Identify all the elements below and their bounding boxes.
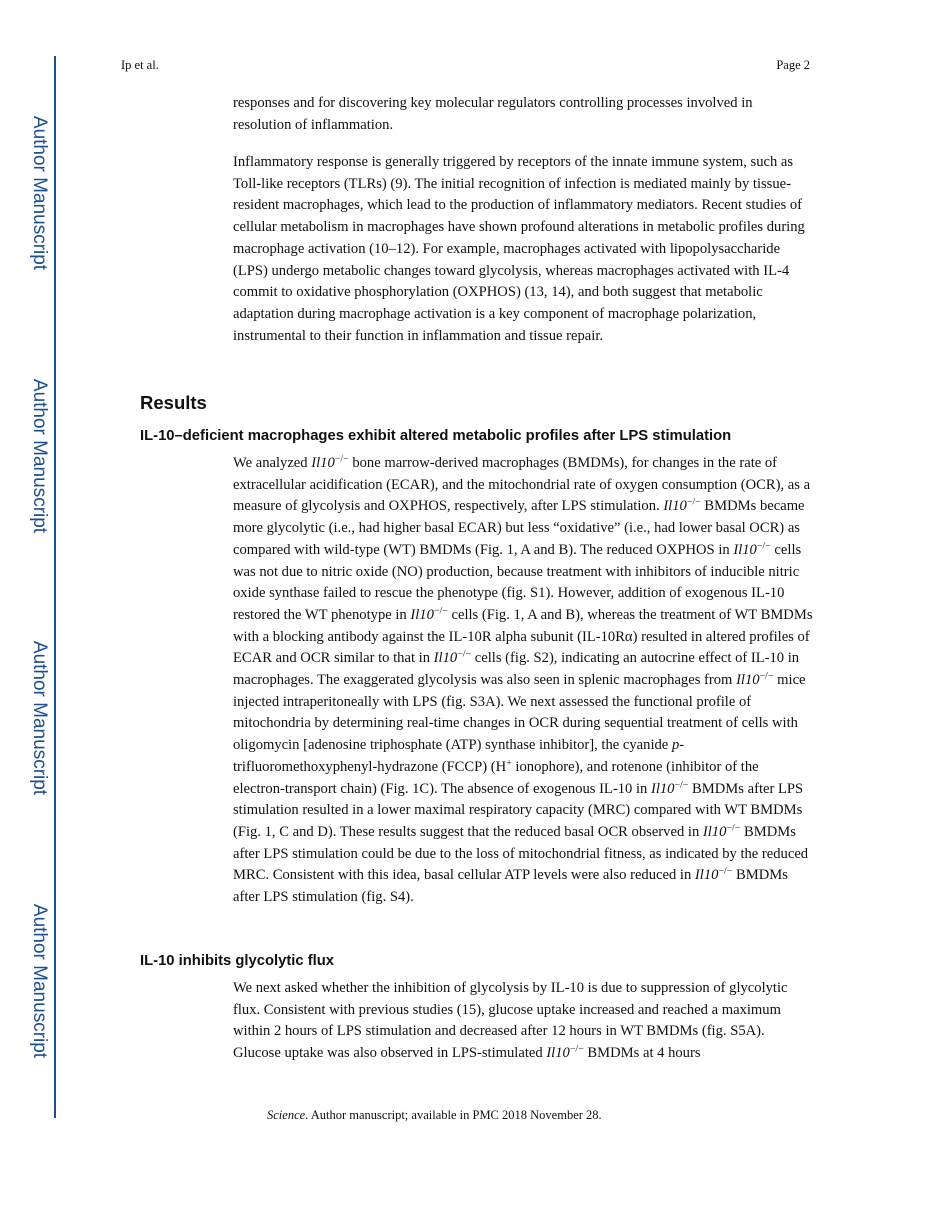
gene-name: Il10 bbox=[650, 780, 675, 797]
section-heading-results: Results bbox=[140, 392, 207, 413]
gene-name: Il10 bbox=[702, 823, 727, 840]
gene-name: Il10 bbox=[694, 867, 719, 884]
paragraph-metabolic-profiles: We analyzed Il10−/− bone marrow-derived macrophages (BMDMs), for changes in the rate of extracellular acidification (ECAR), and the mitochondrial rate of oxygen consumption (OCR), as a measure of glycolysis and OXPHOS, respectively, after LPS stimulation. Il10−/− BMDMs became more glycolytic (i.e., had higher basal ECAR) but less “oxidative” (i.e., had lower basal OCR) as compared with wild-type (WT) BMDMs (Fig. 1, A and B). The reduced OXPHOS in Il10−/− cells was not due to nitric oxide (NO) production, because treatment with inhibitors of inducible nitric oxide synthase failed to rescue the phenotype (fig. S1). However, addition of exogenous IL-10 restored the WT phenotype in Il10−/− cells (Fig. 1, A and B), whereas the treatment of WT BMDMs with a blocking antibody against the IL-10R alpha subunit (IL-10Rα) resulted in altered profiles of ECAR and OCR similar to that in Il10−/− cells (fig. S2), indicating an autocrine effect of IL-10 in macrophages. The exaggerated glycolysis was also seen in splenic macrophages from Il10−/− mice injected intraperitoneally with LPS (fig. S3A). We next assessed the functional profile of mitochondria by determining real-time changes in OCR during sequential treatment of cells with oligomycin [adenosine triphosphate (ATP) synthase inhibitor], the cyanide p-trifluoromethoxyphenyl-hydrazone (FCCP) (H+ ionophore), and rotenone (inhibitor of the electron-transport chain) (Fig. 1C). The absence of exogenous IL-10 in Il10−/− BMDMs after LPS stimulation resulted in a lower maximal respiratory capacity (MRC) compared with WT BMDMs (Fig. 1, C and D). These results suggest that the reduced basal OCR observed in Il10−/− BMDMs after LPS stimulation could be due to the loss of mitochondrial fitness, as indicated by the reduced MRC. Consistent with this idea, basal cellular ATP levels were also reduced in Il10−/− BMDMs after LPS stimulation (fig. S4). bbox=[233, 453, 813, 906]
gene-name: Il10 bbox=[663, 498, 687, 515]
paragraph-intro-2: Inflammatory response is generally triggered by receptors of the innate immune system, such as Toll-like receptors (TLRs) (9). The initial recognition of infection is mediated mainly by tissue-resident macrophages, which lead to the production of inflammatory mediators. Recent studies of cellular metabolism in macrophages have shown profound alterations in metabolic profiles during macrophage activation (10–12). For example, macrophages activated with lipopolysaccharide (LPS) undergo metabolic changes toward glycolysis, whereas macrophages activated with IL-4 commit to oxidative phosphorylation (OXPHOS) (13, 14), and both suggest that metabolic adaptation during macrophage activation is a key component of macrophage polarization, instrumental to their function in inflammation and tissue repair. bbox=[233, 154, 805, 344]
gene-name: Il10 bbox=[433, 650, 458, 667]
running-head-authors: Ip et al. bbox=[121, 58, 159, 72]
gene-name: Il10 bbox=[311, 455, 335, 471]
subsection-heading-metabolic-profiles: IL-10–deficient macrophages exhibit altered metabolic profiles after LPS stimulation bbox=[140, 428, 732, 444]
gene-name: Il10 bbox=[733, 541, 757, 558]
paragraph-intro-1: responses and for discovering key molecular regulators controlling processes involved in resolution of inflammation. bbox=[233, 95, 753, 133]
paragraph-glycolytic-flux: We next asked whether the inhibition of glycolysis by IL-10 is due to suppression of glycolytic flux. Consistent with previous studies (15), glucose uptake increased and reached a maximum within 2 hours of LPS stimulation and decreased after 12 hours in WT BMDMs (fig. S5A). Glucose uptake was also observed in LPS-stimulated Il10−/− BMDMs at 4 hours bbox=[233, 980, 788, 1062]
page-number: Page 2 bbox=[776, 58, 810, 72]
margin-rule bbox=[54, 56, 56, 1118]
gene-name: Il10 bbox=[546, 1045, 570, 1062]
gene-name: Il10 bbox=[736, 672, 760, 689]
footer-citation: Science. Author manuscript; available in PMC 2018 November 28. bbox=[267, 1108, 602, 1122]
subsection-heading-glycolytic-flux: IL-10 inhibits glycolytic flux bbox=[140, 953, 335, 969]
journal-name: Science bbox=[267, 1108, 306, 1122]
gene-name: Il10 bbox=[410, 606, 434, 623]
